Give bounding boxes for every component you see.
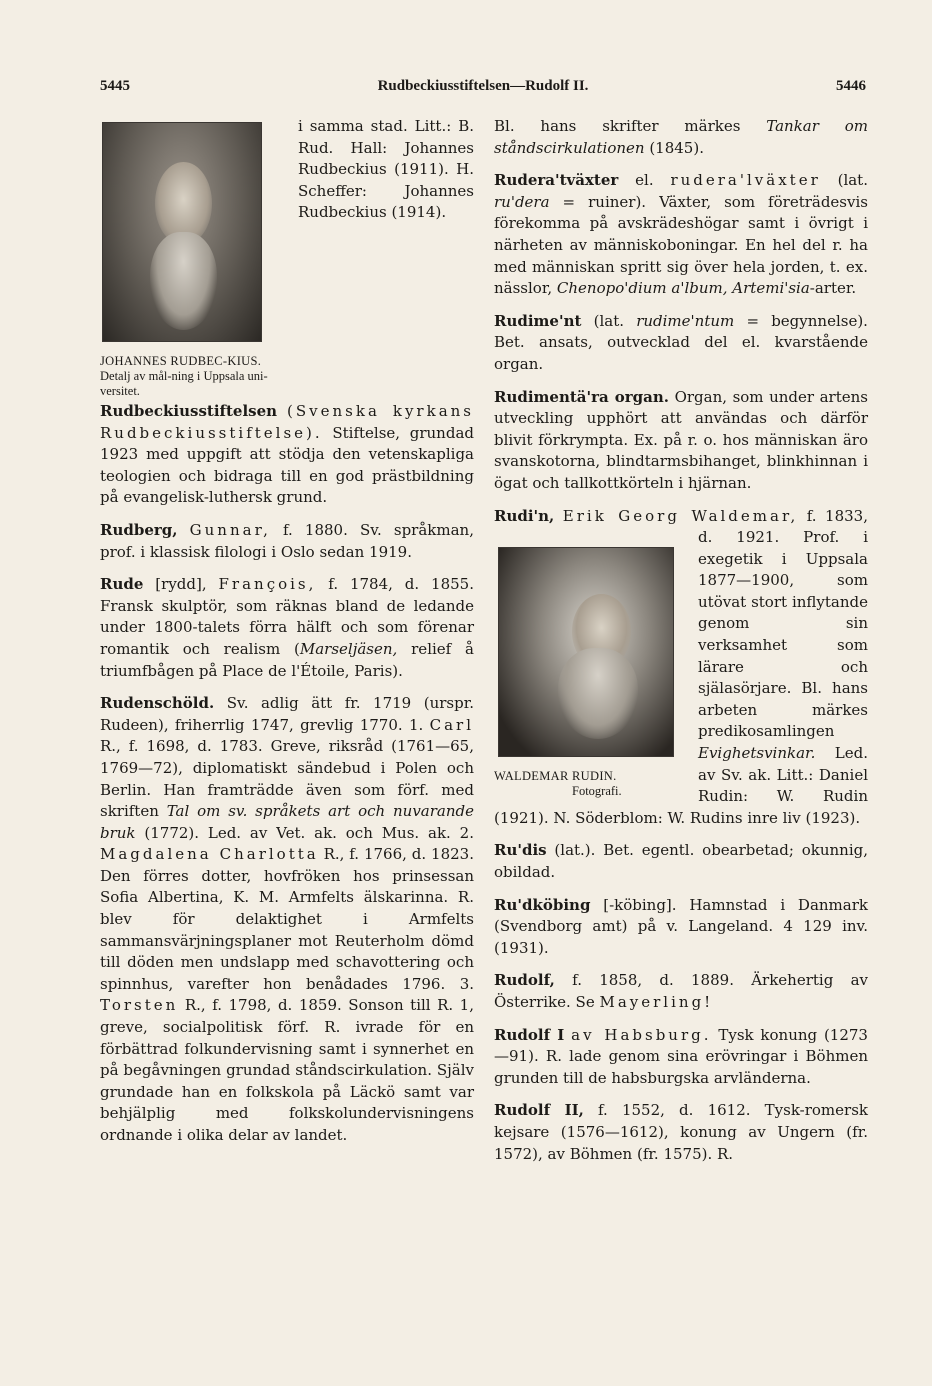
entry-text: R., f. 1798, d. 1859. Sonson till R. 1, greve, socialpolitisk förf. R. ivrade för en förbättrad folkundervisning samt i synnerhet en på begåvningen grundad ståndscirkulation. Själv grundade han en folkskola på Läckö samt var behjälplig med folkskolundervisningens ordnande i olika delar av landet. — [100, 996, 474, 1144]
entry-italic-text: Chenopo'dium a'lbum, Artemi'sia — [556, 279, 810, 298]
entry-headword: Rudime'nt — [494, 311, 582, 330]
entry-text: Tysk konung (1273—91). R. lade genom sina erövringar i Böhmen grunden till de habsburgska arvländerna. — [494, 1025, 868, 1087]
entry-spaced-text: Carl — [429, 715, 474, 734]
entry-spaced-text: Mayerling! — [599, 992, 714, 1011]
entry-italic-text: Evighetsvinkar. — [698, 744, 816, 763]
caption-name: JOHANNES RUDBEC-KIUS. — [100, 354, 262, 368]
entry-text: f. 1880. Sv. språkman, prof. i klassisk filologi i Oslo sedan 1919. — [100, 520, 474, 561]
entry-headword: Rudolf I — [494, 1025, 565, 1044]
entry-headword: Rudenschöld. — [100, 694, 215, 713]
entry-text: Led. av Sv. ak. Litt.: Daniel Rudin: W. Rudin (1921). N. Söderblom: W. Rudins inre liv (1923). — [494, 744, 868, 827]
portrait-rudbeckius-image — [102, 122, 262, 342]
left-column — [100, 116, 474, 1158]
entry-text: Organ, som under artens utveckling upphört att användas och därför blivit förkrympta. Ex. på r. o. hos människan äro svanskotorna, blindtarmsbihanget, blinkhinnan i ögat och tallkottkörteln i hjärnan. — [494, 387, 868, 492]
right-page-number: 5446 — [836, 78, 866, 94]
figure-caption-rudin — [494, 769, 686, 799]
entry-rudolf — [494, 970, 868, 1013]
entry-headword: Ru'dköbing — [494, 895, 591, 914]
entry-headword: Rude — [100, 575, 144, 594]
left-page-number: 5445 — [100, 78, 130, 94]
entry-spaced-text: (Svenska kyrkans Rudbeckiusstiftelse). — [100, 402, 474, 442]
entry-rude — [100, 574, 474, 682]
entry-rudin — [494, 506, 868, 830]
entry-italic-text: rudime'ntum — [636, 311, 735, 330]
entry-text: (1845). — [649, 138, 704, 157]
entry-headword: Rudera'tväxter — [494, 171, 619, 190]
figure-caption-rudbeckius — [100, 354, 288, 399]
entry-text: [rydd], — [155, 575, 207, 594]
entry-continuation — [494, 116, 868, 159]
entry-spaced-text: Magdalena Charlotta — [100, 845, 319, 864]
entry-text: Sv. adlig ätt fr. 1719 (urspr. Rudeen), friherrlig 1747, grevlig 1770. 1. — [100, 694, 474, 734]
entry-headword: Rudbeckiusstiftelsen — [100, 402, 278, 420]
entry-italic-text: Tankar om ståndscirkulationen — [494, 117, 868, 157]
entry-spaced-text: av Habsburg. — [571, 1025, 712, 1044]
entry-text: = ruiner). Växter, som företrädesvis förekomma på avskrädeshögar samt i övrigt i närheten av människoboningar. En hel del r. ha med människan spritt sig över hela jorden, t. ex. nässlor, — [494, 192, 868, 298]
entry-italic-text: Tal om sv. språkets art och nuvarande bruk — [100, 802, 474, 842]
entry-headword: Rudimentä'ra organ. — [494, 387, 669, 406]
entry-rudberg — [100, 520, 474, 563]
entry-text: -arter. — [809, 279, 857, 298]
right-column — [494, 116, 868, 1176]
entry-text: relief å triumfbågen på Place de l'Étoile, Paris). — [100, 639, 474, 680]
entry-text: (lat. — [593, 311, 624, 330]
entry-rudolf-ii — [494, 1100, 868, 1165]
entry-rudkobing — [494, 895, 868, 960]
entry-text: Bl. hans skrifter märkes — [494, 117, 741, 135]
running-header — [100, 78, 866, 104]
portrait-beard — [558, 648, 638, 740]
entry-headword: Rudolf II, — [494, 1101, 584, 1120]
entry-headword: Rudi'n, — [494, 506, 555, 525]
entry-text: el. — [635, 171, 654, 190]
entry-text: (lat.). Bet. egentl. obearbetad; okunnig, obildad. — [494, 841, 868, 881]
entry-text: f. 1858, d. 1889. Ärkehertig av Österrike. Se — [494, 971, 868, 1011]
entry-text: f. 1552, d. 1612. Tysk-romersk kejsare (1576—1612), konung av Ungern (fr. 1572), av Böhmen (fr. 1575). R. — [494, 1101, 868, 1163]
entry-rudimentara-organ — [494, 387, 868, 495]
portrait-beard — [150, 232, 216, 330]
entry-text: R., f. 1766, d. 1823. Den förres dotter, hovfröken hos prinsessan Sofia Albertina, K. M. Armfelts älskarinna. R. blev för delaktighet i Armfelts sammansvärjningsplaner mot Reuterholm dömd till döden men undslapp med schavottering och spinnhus, varefter hon benådades 1796. 3. — [100, 845, 474, 993]
entry-text: R., f. 1698, d. 1783. Greve, riksråd (1761—65, 1769—72), diplomatiskt sändebud i Polen och Berlin. Han framträdde även som förf. med skriften — [100, 737, 474, 821]
portrait-rudin-image — [498, 547, 674, 757]
entry-text: = begynnelse). Bet. ansats, outvecklad del el. kvarstående organ. — [494, 311, 868, 373]
entry-rudolf-i — [494, 1025, 868, 1090]
entry-text: i samma stad. Litt.: B. Rud. Hall: Johannes Rudbeckius (1911). H. Scheffer: Johannes Rudbeckius (1914). — [298, 117, 474, 222]
entry-rudiment — [494, 311, 868, 376]
entry-text: f. 1784, d. 1855. Fransk skulptör, som räknas bland de ledande under 1800-talets förra hälft och som förenar romantik och realism ( — [100, 575, 474, 658]
entry-italic-text: ru'dera — [494, 192, 550, 211]
entry-headword: Rudolf, — [494, 971, 555, 990]
entry-ruderatvaxter — [494, 170, 868, 300]
entry-text: [-köbing]. Hamnstad i Danmark (Svendborg amt) på v. Langeland. 4 129 inv. (1931). — [494, 895, 868, 957]
entry-text: Stiftelse, grundad 1923 med uppgift att stödja den vetenskapliga teologien och bidraga till en god prästbildning på evangelisk-luthersk grund. — [100, 423, 474, 507]
entry-spaced-text: Torsten — [100, 996, 179, 1015]
entry-text: (lat. — [837, 171, 868, 190]
entry-italic-text: Marseljäsen, — [299, 639, 398, 658]
entry-text: (1772). Led. av Vet. ak. och Mus. ak. 2. — [144, 823, 474, 842]
entry-headword: Rudberg, — [100, 520, 178, 539]
entry-spaced-text: Erik Georg Waldemar, — [562, 506, 799, 525]
entry-spaced-text: rudera'lväxter — [670, 171, 821, 190]
figure-rudin — [494, 547, 686, 799]
header-title: Rudbeckiusstiftelsen—Rudolf II. — [377, 78, 589, 94]
caption-text: Detalj av mål-ning i Uppsala uni-versitet. — [100, 369, 268, 398]
entry-text: f. 1833, d. 1921. Prof. i exegetik i Uppsala 1877—1900, som utövat stort inflytande genom sin verksamhet som lärare och själasörjare. Bl. hans arbeten märkes predikosamlingen — [698, 506, 868, 741]
caption-name: WALDEMAR RUDIN. — [494, 769, 617, 784]
figure-rudbeckius — [100, 122, 288, 399]
entry-spaced-text: François, — [218, 575, 317, 594]
entry-spaced-text: Gunnar, — [189, 520, 271, 539]
entry-headword: Ru'dis — [494, 841, 547, 860]
entry-rudenschold — [100, 693, 474, 1146]
caption-text: Fotografi. — [572, 784, 622, 799]
entry-rudis — [494, 840, 868, 883]
